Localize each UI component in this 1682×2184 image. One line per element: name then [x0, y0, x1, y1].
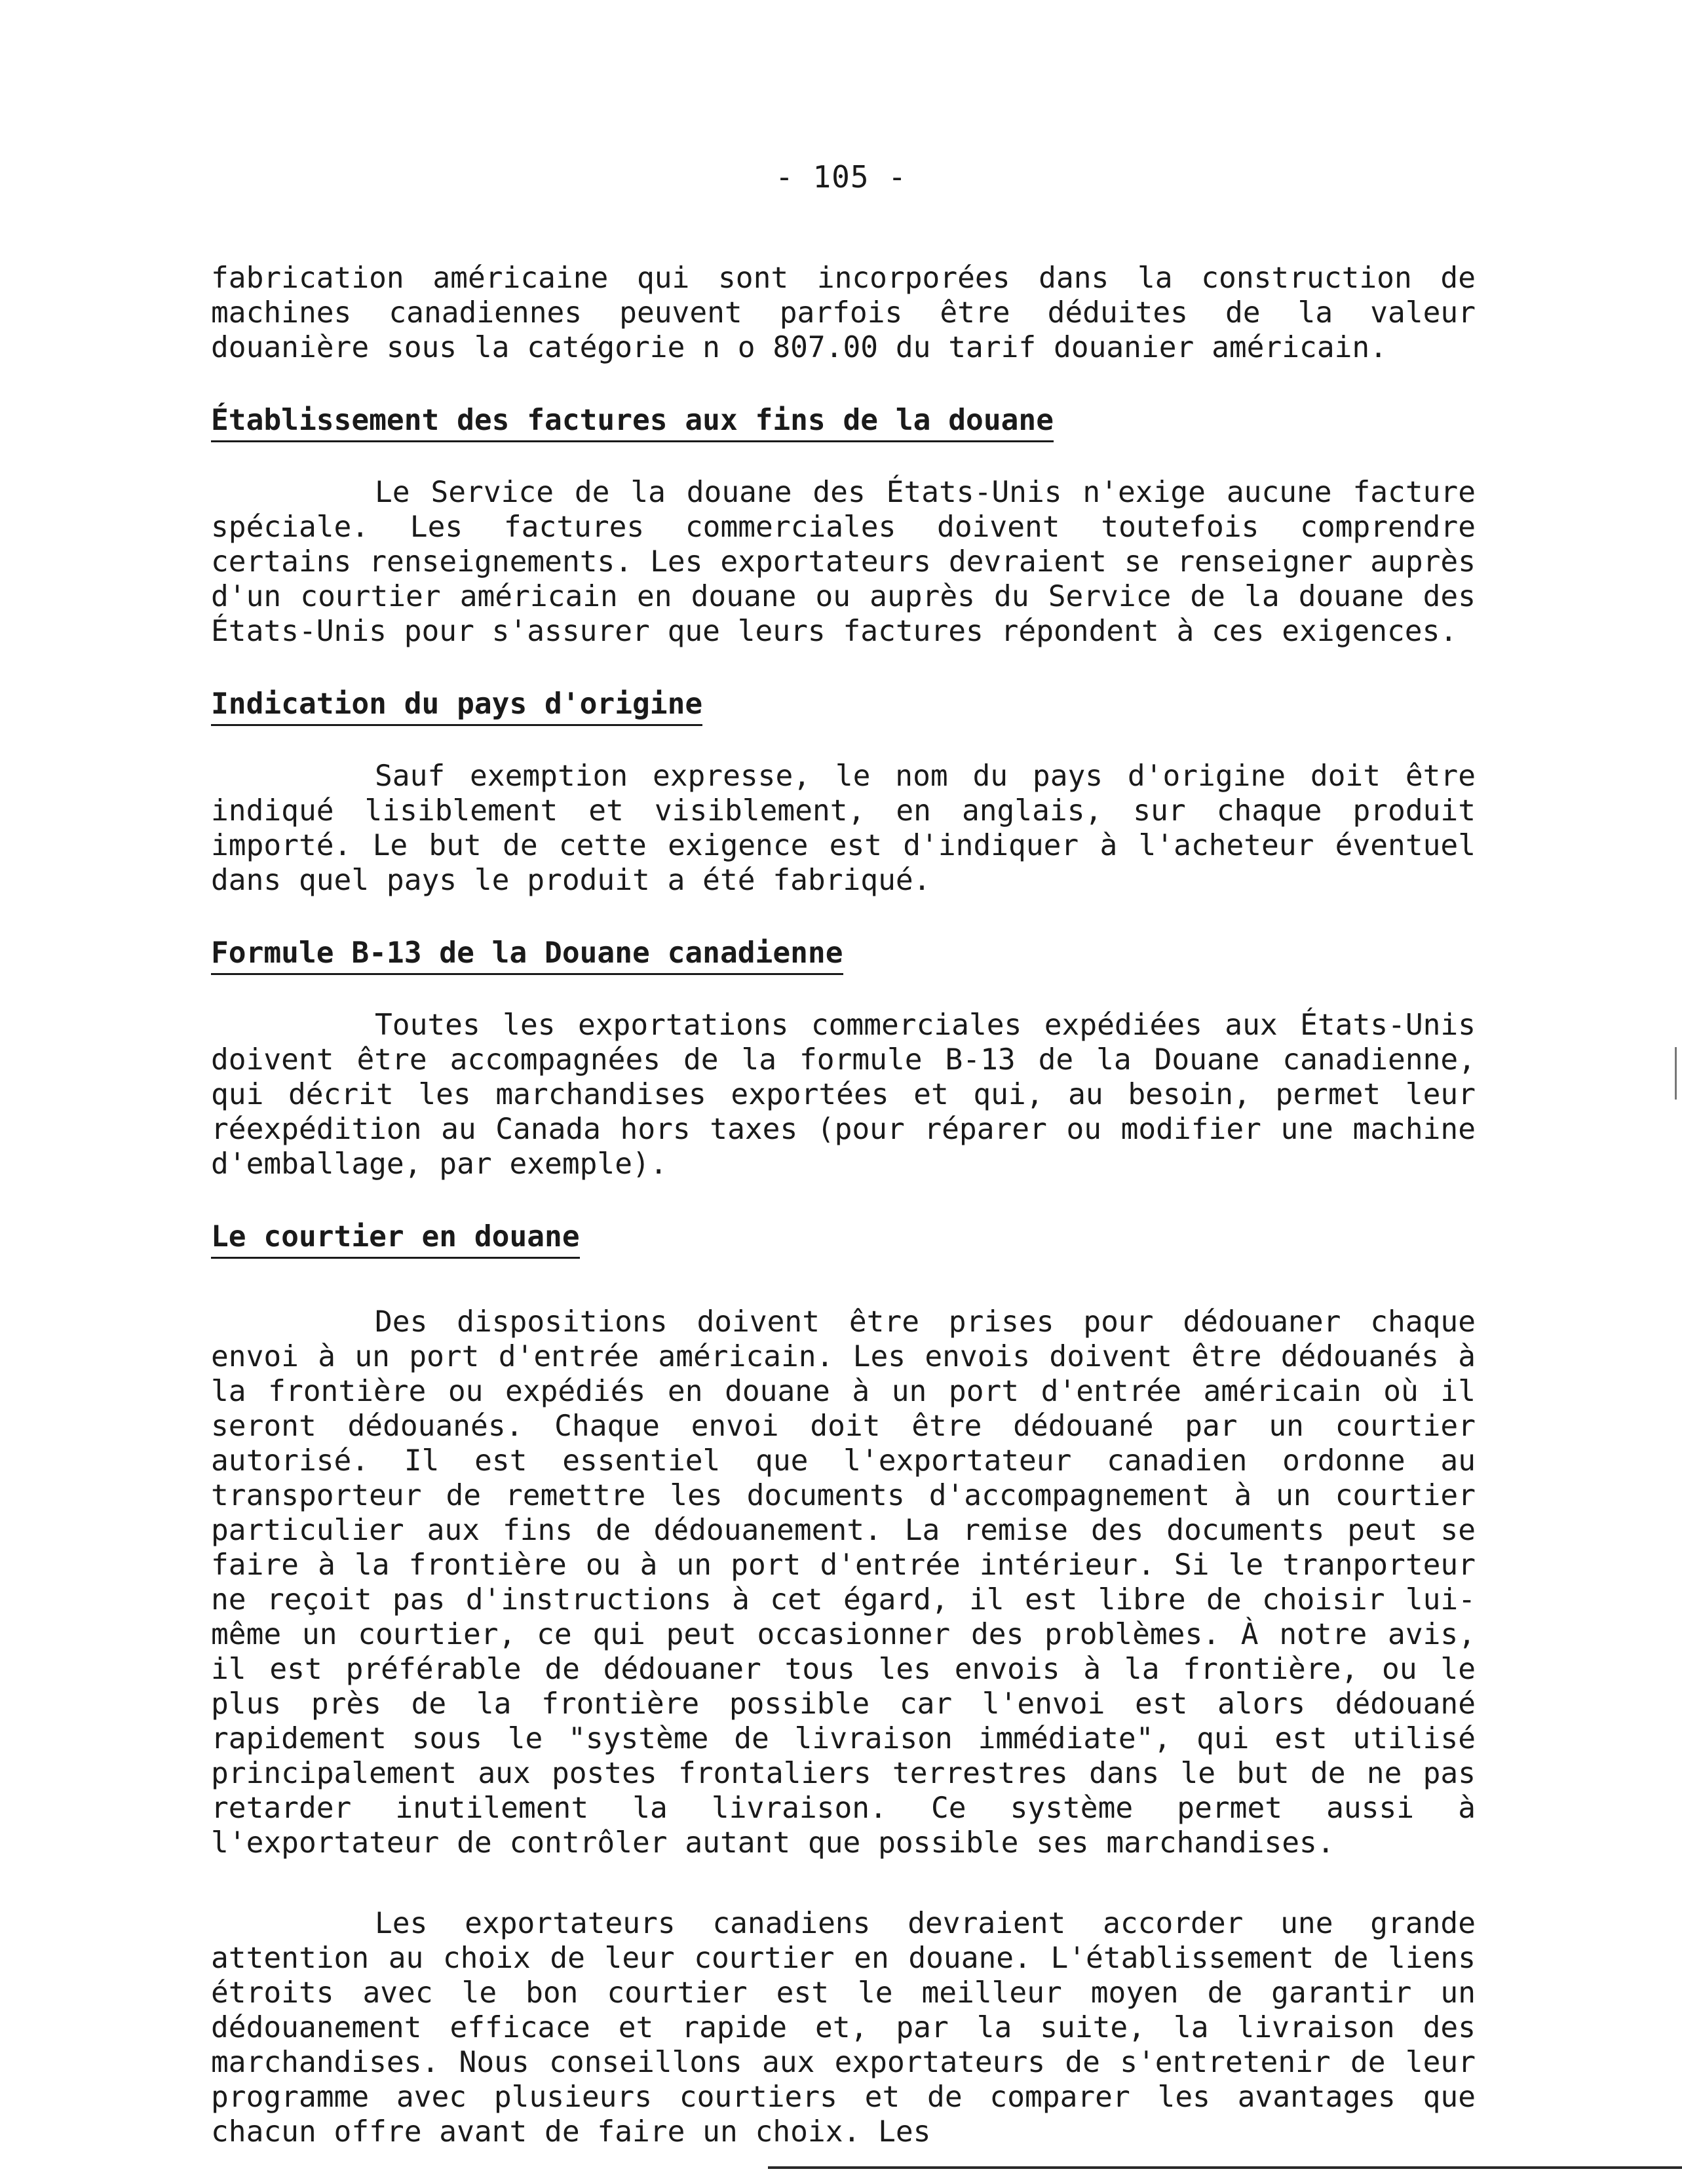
bottom-rule	[768, 2166, 1682, 2169]
paragraph-customs-broker: Des dispositions doivent être prises pour dédouaner chaque envoi à un port d'entrée américain. Les envois doivent être dédouanés à la frontière ou expédiés en douane à un port d'entrée américain où il seront dédouanés. Chaque envoi doit être dédouané par un courtier autorisé. Il est essentiel que l'exportateur canadien ordonne au transporteur de remettre les documents d'accompagnement à un courtier particulier aux fins de dédouanement. La remise des documents peut se faire à la frontière ou à un port d'entrée intérieur. Si le tranporteur ne reçoit pas d'instructions à cet égard, il est libre de choisir lui-même un courtier, ce qui peut occasionner des problèmes. À notre avis, il est préférable de dédouaner tous les envois à la frontière, ou le plus près de la frontière possible car l'envoi est alors dédouané rapidement sous le "système de livraison immédiate", qui est utilisé principalement aux postes frontaliers terrestres dans le but de ne pas retarder inutilement la livraison. Ce système permet aussi à l'exportateur de contrôler autant que possible ses marchandises.	[211, 1305, 1476, 1860]
paragraph-customs-value: fabrication américaine qui sont incorporées dans la construction de machines canadiennes peuvent parfois être déduites de la valeur douanière sous la catégorie n o 807.00 du tarif douanier américain.	[211, 261, 1476, 364]
paragraph-form-b13: Toutes les exportations commerciales expédiées aux États-Unis doivent être accompagnées de la formule B-13 de la Douane canadienne, qui décrit les marchandises exportées et qui, au besoin, permet leur réexpédition au Canada hors taxes (pour réparer ou modifier une machine d'emballage, par exemple).	[211, 1008, 1476, 1181]
page-number: - 105 -	[775, 159, 907, 195]
heading-invoices: Établissement des factures aux fins de la douane	[211, 403, 1476, 442]
paragraph-invoices: Le Service de la douane des États-Unis n'exige aucune facture spéciale. Les factures commerciales doivent toutefois comprendre certains renseignements. Les exportateurs devraient se renseigner auprès d'un courtier américain en douane ou auprès du Service de la douane des États-Unis pour s'assurer que leurs factures répondent à ces exigences.	[211, 476, 1476, 648]
document-body	[211, 261, 1476, 2149]
paragraph-broker-choice: Les exportateurs canadiens devraient accorder une grande attention au choix de leur courtier en douane. L'établissement de liens étroits avec le bon courtier est le meilleur moyen de garantir un dédouanement efficace et rapide et, par la suite, la livraison des marchandises. Nous conseillons aux exportateurs de s'entretenir de leur programme avec plusieurs courtiers et de comparer les avantages que chacun offre avant de faire un choix. Les	[211, 1907, 1476, 2149]
heading-customs-broker: Le courtier en douane	[211, 1219, 1476, 1259]
paragraph-country-of-origin: Sauf exemption expresse, le nom du pays d'origine doit être indiqué lisiblement et visiblement, en anglais, sur chaque produit importé. Le but de cette exigence est d'indiquer à l'acheteur éventuel dans quel pays le produit a été fabriqué.	[211, 759, 1476, 897]
heading-country-of-origin: Indication du pays d'origine	[211, 687, 1476, 726]
scan-mark	[1675, 1047, 1677, 1100]
heading-form-b13: Formule B-13 de la Douane canadienne	[211, 936, 1476, 975]
